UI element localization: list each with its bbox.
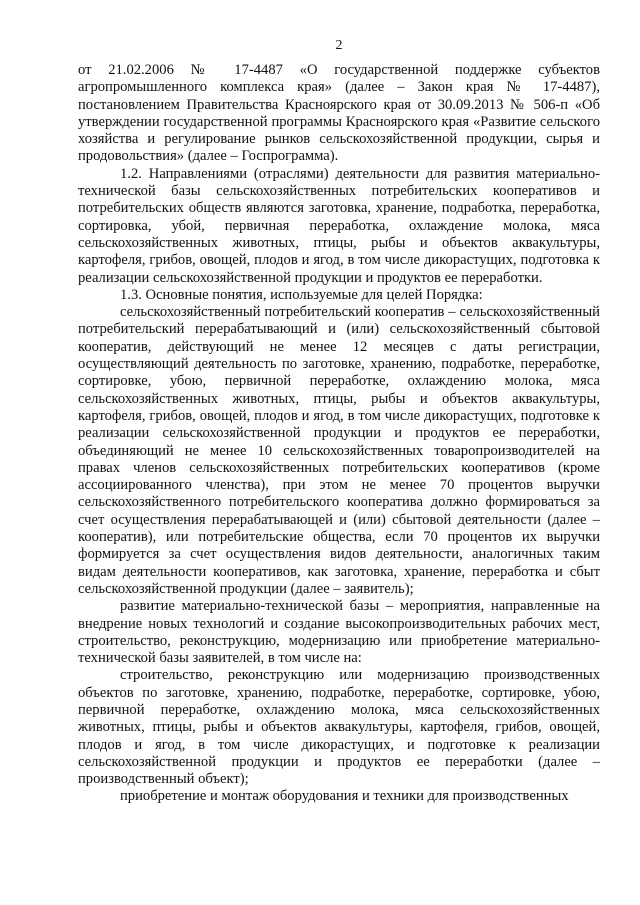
paragraph-equipment-item: приобретение и монтаж оборудования и техники для производственных <box>120 788 569 805</box>
paragraph-definition-development: развитие материально-технической базы – мероприятия, направленные на внедрение новых технологий и создание высокопроизводительных рабочих мест, строительство, реконструкцию, модернизацию или приобретение материально-технической базы заявителей, в том числе на: <box>78 598 600 667</box>
page-number: 2 <box>335 38 343 53</box>
paragraph-1-3-definitions-heading: 1.3. Основные понятия, используемые для целей Порядка: <box>120 286 483 303</box>
document-body <box>78 62 600 806</box>
paragraph-1-2-directions: 1.2. Направлениями (отраслями) деятельности для развития материально-технической базы сельскохозяйственных потребительских кооперативов и потребительских обществ являются заготовка, хранение, подработка, переработка, сортировка, убой, первичная переработка, охлаждение молока, мяса сельскохозяйственных животных, птицы, рыбы и объектов аквакультуры, картофеля, грибов, овощей, плодов и ягод, в том числе дикорастущих, подготовка к реализации сельскохозяйственной продукции и продуктов ее переработки. <box>78 165 600 286</box>
paragraph-construction-item: строительство, реконструкцию или модернизацию производственных объектов по заготовке, хранению, подработке, переработке, сортировке, убою, первичной переработке, охлаждению молока, мяса сельскохозяйственных животных, птицы, рыбы и объектов аквакультуры, картофеля, грибов, овощей, плодов и ягод, в том числе дикорастущих, и подготовке к реализации сельскохозяйственной продукции и продуктов ее переработки (далее – производственный объект); <box>78 667 600 788</box>
paragraph-law-references: от 21.02.2006 № 17-4487 «О государственной поддержке субъектов агропромышленного комплекса края» (далее – Закон края № 17-4487), постановлением Правительства Красноярского края от 30.09.2013 № 506-п «Об утверждении государственной программы Красноярского края «Развитие сельского хозяйства и регулирование рынков сельскохозяйственной продукции, сырья и продовольствия» (далее – Госпрограмма). <box>78 62 600 165</box>
paragraph-definition-cooperative: сельскохозяйственный потребительский кооператив – сельскохозяйственный потребительский перерабатывающий и (или) сельскохозяйственный сбытовой кооператив, действующий не менее 12 месяцев с даты регистрации, осуществляющий деятельность по заготовке, хранению, подработке, переработке, сортировке, убою, первичной переработке, охлаждению молока, мяса сельскохозяйственных животных, птицы, рыбы и объектов аквакультуры, картофеля, грибов, овощей, плодов и ягод, в том числе дикорастущих, подготовке к реализации сельскохозяйственной продукции и продуктов ее переработки, объединяющий не менее 10 сельскохозяйственных товаропроизводителей на правах членов сельскохозяйственных потребительских кооперативов (кроме ассоциированного членства), при этом не менее 70 процентов выручки сельскохозяйственного потребительского кооператива должно формироваться за счет осуществления перерабатывающей и (или) сбытовой деятельности (далее – кооператив), или потребительские общества, если 70 процентов их выручки формируется за счет осуществления видов деятельности, аналогичных таким видам деятельности кооперативов, как заготовка, хранение, переработка и сбыт сельскохозяйственной продукции (далее – заявитель); <box>78 304 600 597</box>
